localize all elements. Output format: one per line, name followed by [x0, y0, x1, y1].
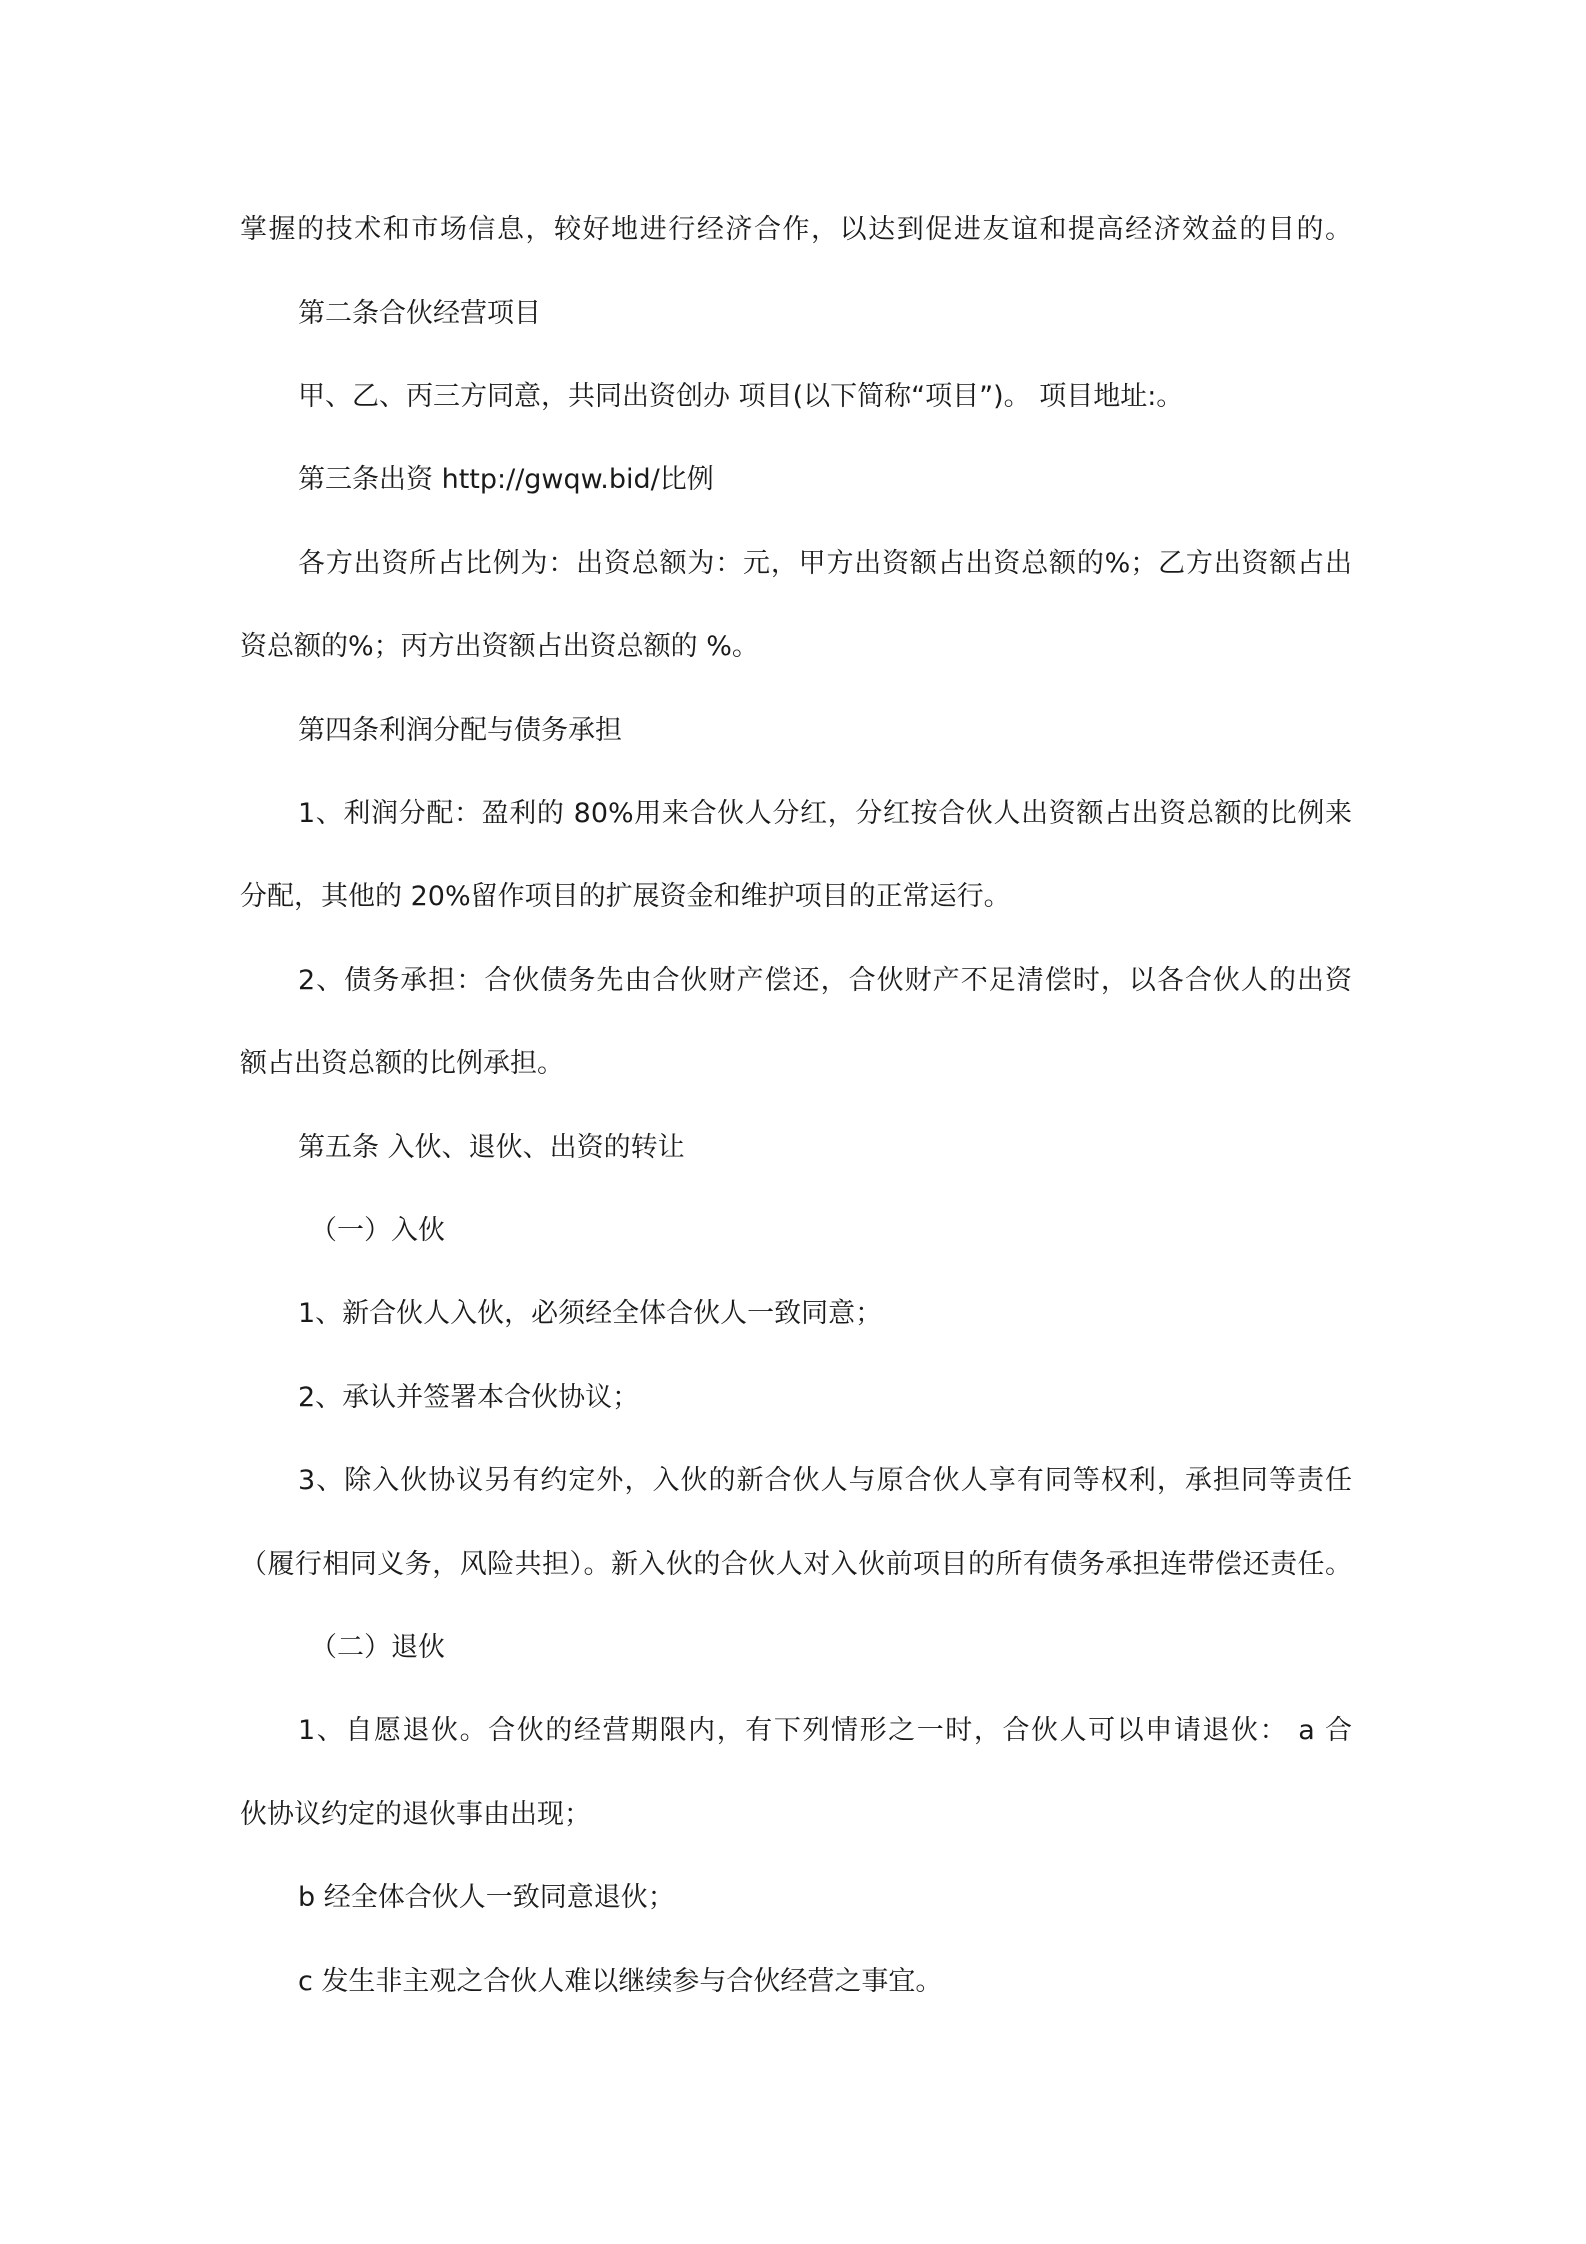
paragraph-line: c 发生非主观之合伙人难以继续参与合伙经营之事宜。 [298, 1966, 943, 1997]
paragraph-line: （履行相同义务，风险共担）。新入伙的合伙人对入伙前项目的所有债务承担连带偿还责任。 [240, 1549, 1352, 1580]
paragraph-line: 2、债务承担：合伙债务先由合伙财产偿还，合伙财产不足清偿时，以各合伙人的出资 [298, 965, 1352, 996]
paragraph-line: 1、新合伙人入伙，必须经全体合伙人一致同意； [298, 1298, 883, 1329]
paragraph-line: 甲、乙、丙三方同意，共同出资创办 项目(以下简称“项目”)。 项目地址:。 [298, 381, 1184, 412]
article-heading: 第二条合伙经营项目 [298, 298, 541, 329]
paragraph-line: b 经全体合伙人一致同意退伙； [298, 1882, 675, 1913]
paragraph-line: 各方出资所占比例为：出资总额为：元，甲方出资额占出资总额的%；乙方出资额占出 [298, 548, 1352, 579]
paragraph-line: 3、除入伙协议另有约定外，入伙的新合伙人与原合伙人享有同等权利，承担同等责任 [298, 1465, 1352, 1496]
paragraph-line: 分配，其他的 20%留作项目的扩展资金和维护项目的正常运行。 [240, 881, 1011, 912]
paragraph-line: 2、承认并签署本合伙协议； [298, 1382, 640, 1413]
paragraph-line: 伙协议约定的退伙事由出现； [240, 1799, 591, 1830]
paragraph-line: 1、自愿退伙。合伙的经营期限内，有下列情形之一时，合伙人可以申请退伙： a 合 [298, 1715, 1352, 1746]
section-heading: （二）退伙 [310, 1632, 445, 1663]
article-heading: 第五条 入伙、退伙、出资的转让 [298, 1132, 685, 1163]
paragraph-line: 1、利润分配：盈利的 80%用来合伙人分红，分红按合伙人出资额占出资总额的比例来 [298, 798, 1352, 829]
article-heading: 第四条利润分配与债务承担 [298, 715, 622, 746]
section-heading: （一）入伙 [310, 1215, 445, 1246]
paragraph-line: 资总额的%；丙方出资额占出资总额的 %。 [240, 631, 759, 662]
paragraph-line: 掌握的技术和市场信息，较好地进行经济合作，以达到促进友谊和提高经济效益的目的。 [240, 214, 1352, 245]
paragraph-line: 额占出资总额的比例承担。 [240, 1048, 564, 1079]
article-heading: 第三条出资 http://gwqw.bid/比例 [298, 464, 714, 495]
